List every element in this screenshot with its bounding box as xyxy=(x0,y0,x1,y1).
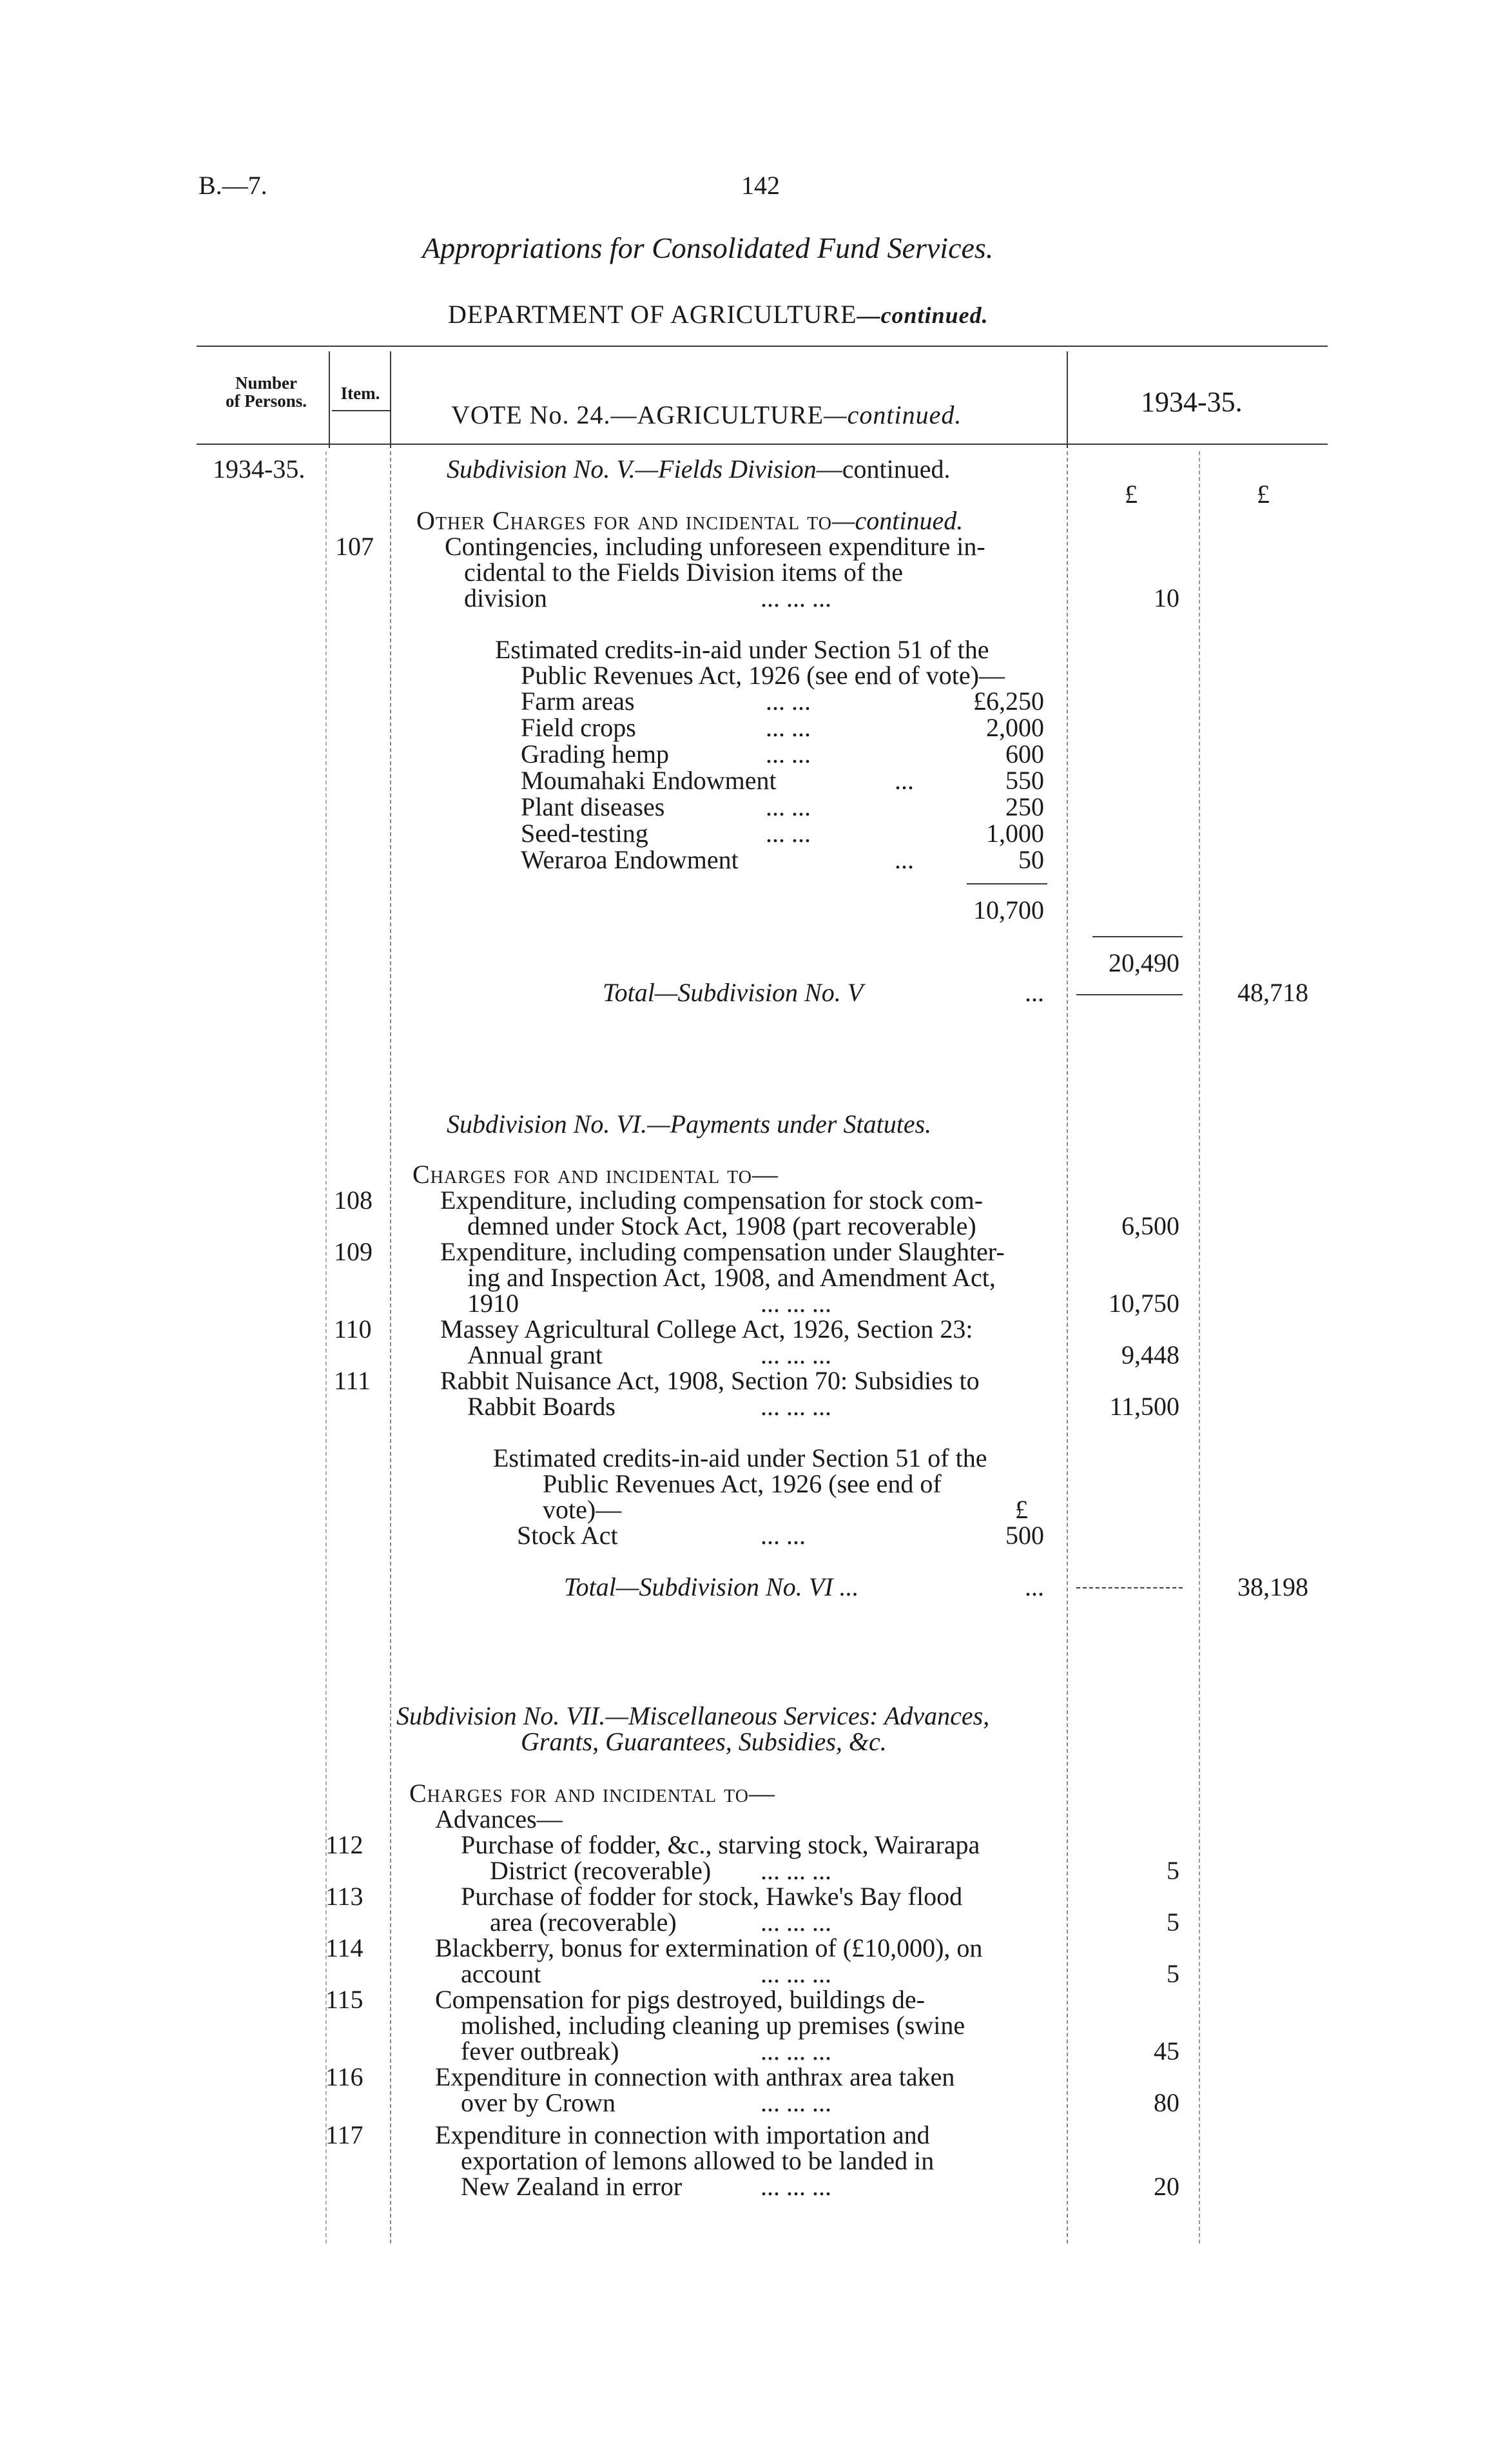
leader-dots: ... xyxy=(895,845,914,874)
department-name: DEPARTMENT OF AGRICULTURE xyxy=(448,300,857,329)
leader-dots: ... xyxy=(1025,1572,1044,1601)
col-header-item: Item. xyxy=(340,384,380,403)
sub5-total-label: Total—Subdivision No. V xyxy=(603,978,864,1007)
item-desc: Expenditure in connection with anthrax area taken xyxy=(435,2062,955,2091)
persons-year: 1934-35. xyxy=(213,454,305,484)
credit-name: Plant diseases xyxy=(521,792,665,821)
department-heading xyxy=(448,300,989,329)
pound-sign-2: £ xyxy=(1257,480,1270,509)
item-desc: area (recoverable) xyxy=(490,1908,677,1937)
credit-amount: 500 xyxy=(1005,1521,1044,1550)
item-desc: Blackberry, bonus for extermination of (£10,000), on xyxy=(435,1933,983,1962)
item-desc: Expenditure, including compensation under Slaughter- xyxy=(440,1237,1005,1266)
item-desc: 1910 xyxy=(467,1289,519,1318)
leader-dots: ... ... xyxy=(766,713,811,742)
sub5-charges xyxy=(416,507,963,535)
sub7-charges: Charges for and incidental to— xyxy=(409,1779,775,1808)
credit-row xyxy=(521,687,1049,714)
item-amount: 5 xyxy=(1167,1856,1179,1885)
item-amount: 5 xyxy=(1167,1959,1179,1988)
sub5-total: 48,718 xyxy=(1237,978,1308,1007)
item-amount: 80 xyxy=(1154,2088,1179,2117)
item-desc: Expenditure, including compensation for stock com- xyxy=(440,1186,984,1215)
leader-dots: ... ... ... xyxy=(761,2037,831,2066)
sub6-total-label: Total—Subdivision No. VI ... xyxy=(564,1572,859,1601)
credit-row xyxy=(521,793,1049,819)
page-ref: B.—7. xyxy=(199,171,267,200)
item-number: 109 xyxy=(334,1237,373,1266)
item-desc: Rabbit Boards xyxy=(467,1392,615,1421)
item-desc: Purchase of fodder for stock, Hawke's Bay flood xyxy=(461,1882,963,1911)
table-header-rule xyxy=(197,444,1328,445)
sub5-charges-cont: —continued. xyxy=(831,506,964,535)
sub5-subtotal: 20,490 xyxy=(1109,948,1179,977)
department-cont: —continued. xyxy=(857,302,989,328)
credit-amount: 50 xyxy=(1018,845,1044,874)
leader-dots: ... ... ... xyxy=(761,1340,831,1369)
item-desc: molished, including cleaning up premises (swine xyxy=(461,2011,965,2040)
item-number: 107 xyxy=(335,532,374,561)
vote-label: VOTE No. 24.—AGRICULTURE xyxy=(451,400,824,429)
item-number: 115 xyxy=(325,1985,363,2014)
sub5-heading-cont: —continued. xyxy=(816,454,951,484)
credit-name: Moumahaki Endowment xyxy=(521,766,777,795)
item-desc: Expenditure in connection with importation and xyxy=(435,2120,930,2149)
item-number: 117 xyxy=(325,2120,363,2149)
col-rule-item xyxy=(390,351,391,448)
credit-name: Weraroa Endowment xyxy=(521,845,739,874)
credit-name: Field crops xyxy=(521,713,636,742)
table-top-rule xyxy=(197,346,1328,347)
subtotal-rule xyxy=(1092,936,1183,937)
pound-sign: £ xyxy=(1015,1495,1028,1524)
credits-text: Estimated credits-in-aid under Section 51 of the xyxy=(493,1443,987,1472)
item-amount: 6,500 xyxy=(1121,1211,1179,1240)
item-amount: 9,448 xyxy=(1121,1340,1179,1369)
sub5-heading xyxy=(447,455,950,484)
item-desc: Purchase of fodder, &c., starving stock, Wairarapa xyxy=(461,1830,980,1859)
item-desc: fever outbreak) xyxy=(461,2037,619,2066)
col-rule-persons-body xyxy=(325,451,327,2243)
leader-dots: ... ... ... xyxy=(761,2172,831,2201)
credit-amount: £6,250 xyxy=(973,687,1044,716)
sub7-heading-2: Grants, Guarantees, Subsidies, &c. xyxy=(521,1727,887,1756)
item-number: 108 xyxy=(334,1186,373,1215)
item-amount: 10 xyxy=(1154,583,1179,612)
sub7-heading-1: Subdivision No. VII.—Miscellaneous Services: Advances, xyxy=(396,1701,990,1730)
sub6-charges: Charges for and incidental to— xyxy=(412,1160,779,1189)
col-rule-persons xyxy=(329,351,330,448)
col-header-persons xyxy=(205,374,327,410)
leader-dots: ... ... ... xyxy=(761,1908,831,1937)
item-desc: division xyxy=(464,583,547,612)
credit-amount: 550 xyxy=(1005,766,1044,795)
col-rule-amount-body xyxy=(1067,451,1068,2243)
item-amount: 5 xyxy=(1167,1908,1179,1937)
item-desc: Rabbit Nuisance Act, 1908, Section 70: Subsidies to xyxy=(440,1366,980,1395)
credits-text: vote)— xyxy=(543,1495,622,1524)
credits-text: Public Revenues Act, 1926 (see end of vote)— xyxy=(521,661,1005,690)
col-rule-item-body xyxy=(390,451,391,2243)
leader-dots: ... xyxy=(1025,978,1044,1007)
credit-amount: 2,000 xyxy=(986,713,1044,742)
credit-amount: 600 xyxy=(1005,739,1044,768)
item-amount: 20 xyxy=(1154,2172,1179,2201)
leader-dots: ... ... xyxy=(766,819,811,848)
item-desc: Massey Agricultural College Act, 1926, Section 23: xyxy=(440,1314,973,1343)
item-amount: 10,750 xyxy=(1109,1289,1179,1318)
item-header-rule xyxy=(332,410,390,411)
item-number: 113 xyxy=(325,1882,363,1911)
item-number: 114 xyxy=(325,1933,363,1962)
item-desc: Annual grant xyxy=(467,1340,603,1369)
sub7-advances: Advances— xyxy=(435,1804,563,1833)
credit-row xyxy=(521,714,1049,740)
leader-dots: ... ... xyxy=(761,1521,806,1550)
sub6-total: 38,198 xyxy=(1237,1572,1308,1601)
leader-dots: ... ... xyxy=(766,739,811,768)
item-desc: New Zealand in error xyxy=(461,2172,683,2201)
sub6-heading: Subdivision No. VI.—Payments under Statutes. xyxy=(447,1109,932,1138)
item-desc: over by Crown xyxy=(461,2088,615,2117)
credit-name: Seed-testing xyxy=(521,819,648,848)
leader-dots: ... ... ... xyxy=(761,2088,831,2117)
item-desc: demned under Stock Act, 1908 (part recoverable) xyxy=(467,1211,976,1240)
col-header-persons-line2: of Persons. xyxy=(226,391,307,411)
leader-dots: ... ... ... xyxy=(761,1856,831,1885)
leader-dots: ... xyxy=(895,766,914,795)
credit-amount: 250 xyxy=(1005,792,1044,821)
credits-sum-rule xyxy=(967,883,1047,884)
credit-name: Farm areas xyxy=(521,687,635,716)
col-header-persons-line1: Number xyxy=(235,373,297,393)
year-heading: 1934-35. xyxy=(1141,386,1243,418)
leader-dots: ... ... xyxy=(766,792,811,821)
page-number: 142 xyxy=(741,171,780,200)
credit-row xyxy=(521,767,1049,793)
leader-dots: ... ... ... xyxy=(761,1289,831,1318)
subtotal-rule-2 xyxy=(1076,994,1183,995)
credit-amount: 1,000 xyxy=(986,819,1044,848)
subtotal-rule xyxy=(1076,1587,1183,1588)
credit-row xyxy=(521,846,1049,872)
item-number: 110 xyxy=(334,1314,372,1343)
item-desc: account xyxy=(461,1959,541,1988)
credits-list xyxy=(521,687,1049,872)
credit-row xyxy=(521,740,1049,767)
item-desc: Compensation for pigs destroyed, buildings de- xyxy=(435,1985,925,2014)
item-amount: 11,500 xyxy=(1109,1392,1179,1421)
credits-text: Estimated credits-in-aid under Section 51 of the xyxy=(495,635,989,664)
credit-row xyxy=(521,819,1049,846)
leader-dots: ... ... ... xyxy=(761,1959,831,1988)
item-desc: District (recoverable) xyxy=(490,1856,712,1885)
leader-dots: ... ... xyxy=(766,687,811,716)
credit-name: Grading hemp xyxy=(521,739,669,768)
item-desc: Contingencies, including unforeseen expenditure in- xyxy=(445,532,985,561)
sub5-charges-text: Other Charges for and incidental to xyxy=(416,506,832,535)
pound-sign-1: £ xyxy=(1125,480,1138,509)
col-rule-total-body xyxy=(1199,451,1200,2243)
item-desc: exportation of lemons allowed to be landed in xyxy=(461,2146,935,2175)
item-number: 116 xyxy=(325,2062,363,2091)
leader-dots: ... ... ... xyxy=(761,1392,831,1421)
vote-cont: —continued. xyxy=(824,400,962,429)
col-rule-amounts xyxy=(1067,351,1068,448)
item-amount: 45 xyxy=(1154,2037,1179,2066)
page-title: Appropriations for Consolidated Fund Services. xyxy=(422,231,994,264)
credits-text: Public Revenues Act, 1926 (see end of xyxy=(543,1469,942,1498)
item-number: 111 xyxy=(334,1366,371,1395)
vote-heading xyxy=(451,401,962,429)
item-desc: cidental to the Fields Division items of the xyxy=(464,558,904,587)
credit-name: Stock Act xyxy=(517,1521,618,1550)
leader-dots: ... ... ... xyxy=(761,583,831,612)
credits-total: 10,700 xyxy=(973,895,1044,924)
item-desc: ing and Inspection Act, 1908, and Amendment Act, xyxy=(467,1263,996,1292)
sub5-heading-text: Subdivision No. V.—Fields Division xyxy=(447,454,817,484)
item-number: 112 xyxy=(325,1830,363,1859)
